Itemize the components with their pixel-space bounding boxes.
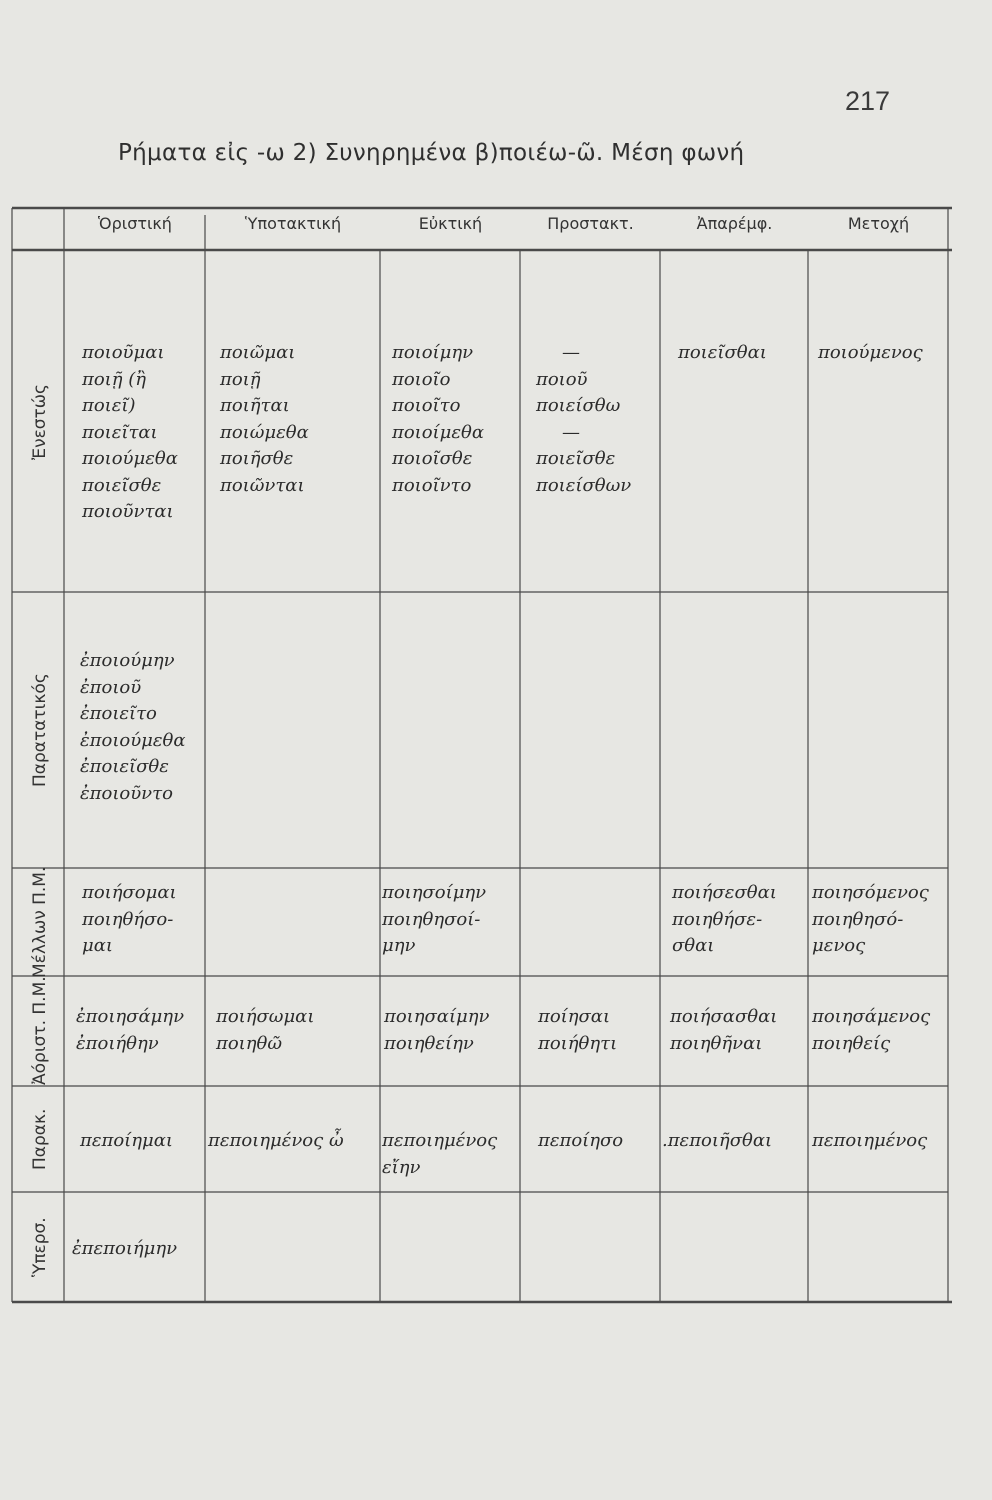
cell-enestos-prostaktiki [536,340,631,499]
verb-form: ποιείσθων [536,474,632,496]
verb-form: ποιησαίμην [384,1006,490,1027]
verb-form: μαι [82,935,113,956]
verb-form: μην [382,935,416,956]
verb-form: ποιοῦνται [82,501,174,522]
row-label-parakeimenos: Παρακ. [30,1108,50,1170]
verb-form: ποιούμεθα [82,448,178,469]
verb-form: — [562,342,580,363]
verb-form: .πεποιῆσθαι [662,1130,773,1151]
page-number: 217 [845,86,891,116]
verb-form: ποιείσθω [536,395,621,416]
verb-form: ποιηθῆναι [670,1032,763,1054]
verb-form: ποιῶνται [220,474,305,496]
row-label-enestos: Ἐνεστώς [30,384,50,460]
verb-form: ἐποιοῦντο [80,782,173,804]
verb-form: ποιηθησό- [812,908,904,930]
verb-form: πεποιημένος [382,1130,498,1151]
verb-form: ποιούμενος [818,342,923,363]
verb-form: ποιηθήσε- [672,908,763,930]
verb-form: ποιήσεσθαι [672,882,777,903]
cell-aoristos-ypotaktiki [216,1004,314,1057]
verb-form: ποιῶμαι [220,342,296,363]
verb-form: ποιησάμενος [812,1006,931,1027]
verb-form: ἐποιεῖσθε [80,756,169,777]
row-label-paratatikos: Παρατατικός [30,673,50,787]
verb-form: ποιεῖσθε [82,474,162,496]
cell-ypersyntelikos-oristiki [72,1236,177,1263]
cell-aoristos-oristiki [76,1004,184,1057]
row-label-mellon: Μέλλων Π.Μ. [30,866,50,978]
verb-form: ποιῇ (ἢ [82,368,147,390]
verb-form: ποιεῖ) [82,395,136,416]
verb-form: μενος [812,935,866,956]
verb-form: ποιοῖο [392,368,451,390]
verb-form: ἐποιεῖτο [80,703,157,724]
verb-form: πεποιημένος ὦ [208,1130,344,1151]
column-header-prostaktiki: Προστακτ. [547,214,634,233]
verb-form: ποιοῖσθε [392,448,473,469]
verb-form: ποιήσασθαι [670,1006,778,1027]
verb-form: ποιηθήσο- [82,908,174,930]
verb-form: ποιοῦ [536,368,588,390]
verb-form: ποιοῖντο [392,474,472,496]
cell-mellon-oristiki [82,880,177,960]
cell-enestos-metochi [818,340,923,367]
verb-form: ποιήσομαι [82,882,177,903]
verb-form: ποιεῖται [82,421,158,443]
verb-form: ἐποιοῦ [80,676,142,698]
cell-mellon-euktiki [382,880,486,960]
verb-form: — [562,421,580,443]
row-label-ypersyntelikos: Ὑπερσ. [30,1217,50,1277]
verb-form: ποιώμεθα [220,421,309,443]
verb-form: ἐποιησάμην [76,1006,185,1027]
verb-form: εἴην [382,1156,421,1178]
column-header-ypotaktiki: Ὑποτακτική [244,214,342,233]
verb-form: ποιήθητι [538,1032,618,1054]
verb-form: ποιησόμενος [812,882,929,903]
page-title: Ρήματα εἰς -ω 2) Συνηρημένα β)ποιέω-ῶ. Μέση φωνή [118,140,745,166]
verb-form: ποιηθείς [812,1032,891,1054]
verb-form: ποίησαι [538,1006,611,1027]
verb-form: ποιῆσθε [220,448,294,469]
verb-form: ποιοῖτο [392,395,461,416]
cell-enestos-oristiki [82,340,178,526]
column-header-euktiki: Εὐκτική [418,214,483,233]
cell-enestos-aparemfato [678,340,767,367]
cell-enestos-euktiki [392,340,484,499]
verb-form: ἐπεποιήμην [72,1238,178,1259]
cell-parakeimenos-prostaktiki [538,1128,623,1155]
verb-form: πεποίησο [538,1130,624,1151]
cell-parakeimenos-euktiki [382,1128,497,1181]
verb-form: ποιησοίμην [382,882,487,903]
column-header-metochi: Μετοχή [847,214,910,233]
verb-form: ἐποιούμην [80,650,175,671]
verb-form: ποιοίμην [392,342,474,363]
column-header-aparemfato: Ἀπαρέμφ. [696,214,773,233]
verb-form: πεποίημαι [80,1130,173,1151]
verb-form: ποιῇ [220,368,261,390]
cell-aoristos-euktiki [384,1004,489,1057]
verb-form: ἐποιούμεθα [80,729,186,751]
verb-form: ποιηθῶ [216,1032,283,1054]
cell-parakeimenos-ypotaktiki [208,1128,344,1155]
verb-form: ποιοῦμαι [82,342,165,363]
cell-mellon-metochi [812,880,929,960]
column-header-oristiki: Ὁριστική [98,214,172,233]
cell-mellon-aparemfato [672,880,777,960]
verb-form: ποιεῖσθε [536,448,616,469]
cell-parakeimenos-oristiki [80,1128,173,1155]
cell-aoristos-metochi [812,1004,930,1057]
verb-form: ποιήσωμαι [216,1006,315,1027]
cell-parakeimenos-aparemfato [662,1128,772,1155]
verb-form: ἐποιήθην [76,1032,159,1054]
verb-form: ποιοίμεθα [392,421,484,443]
cell-parakeimenos-metochi [812,1128,927,1155]
verb-form: πεποιημένος [812,1130,928,1151]
cell-aoristos-prostaktiki [538,1004,617,1057]
verb-form: σθαι [672,935,715,956]
row-label-aoristos: Ἀόριστ. Π.Μ. [30,976,50,1086]
cell-enestos-ypotaktiki [220,340,309,499]
verb-form: ποιηθείην [384,1032,474,1054]
verb-form: ποιεῖσθαι [678,342,767,363]
verb-form: ποιηθησοί- [382,908,481,930]
cell-paratatikos-oristiki [80,648,186,807]
verb-form: ποιῆται [220,395,290,416]
cell-aoristos-aparemfato [670,1004,777,1057]
